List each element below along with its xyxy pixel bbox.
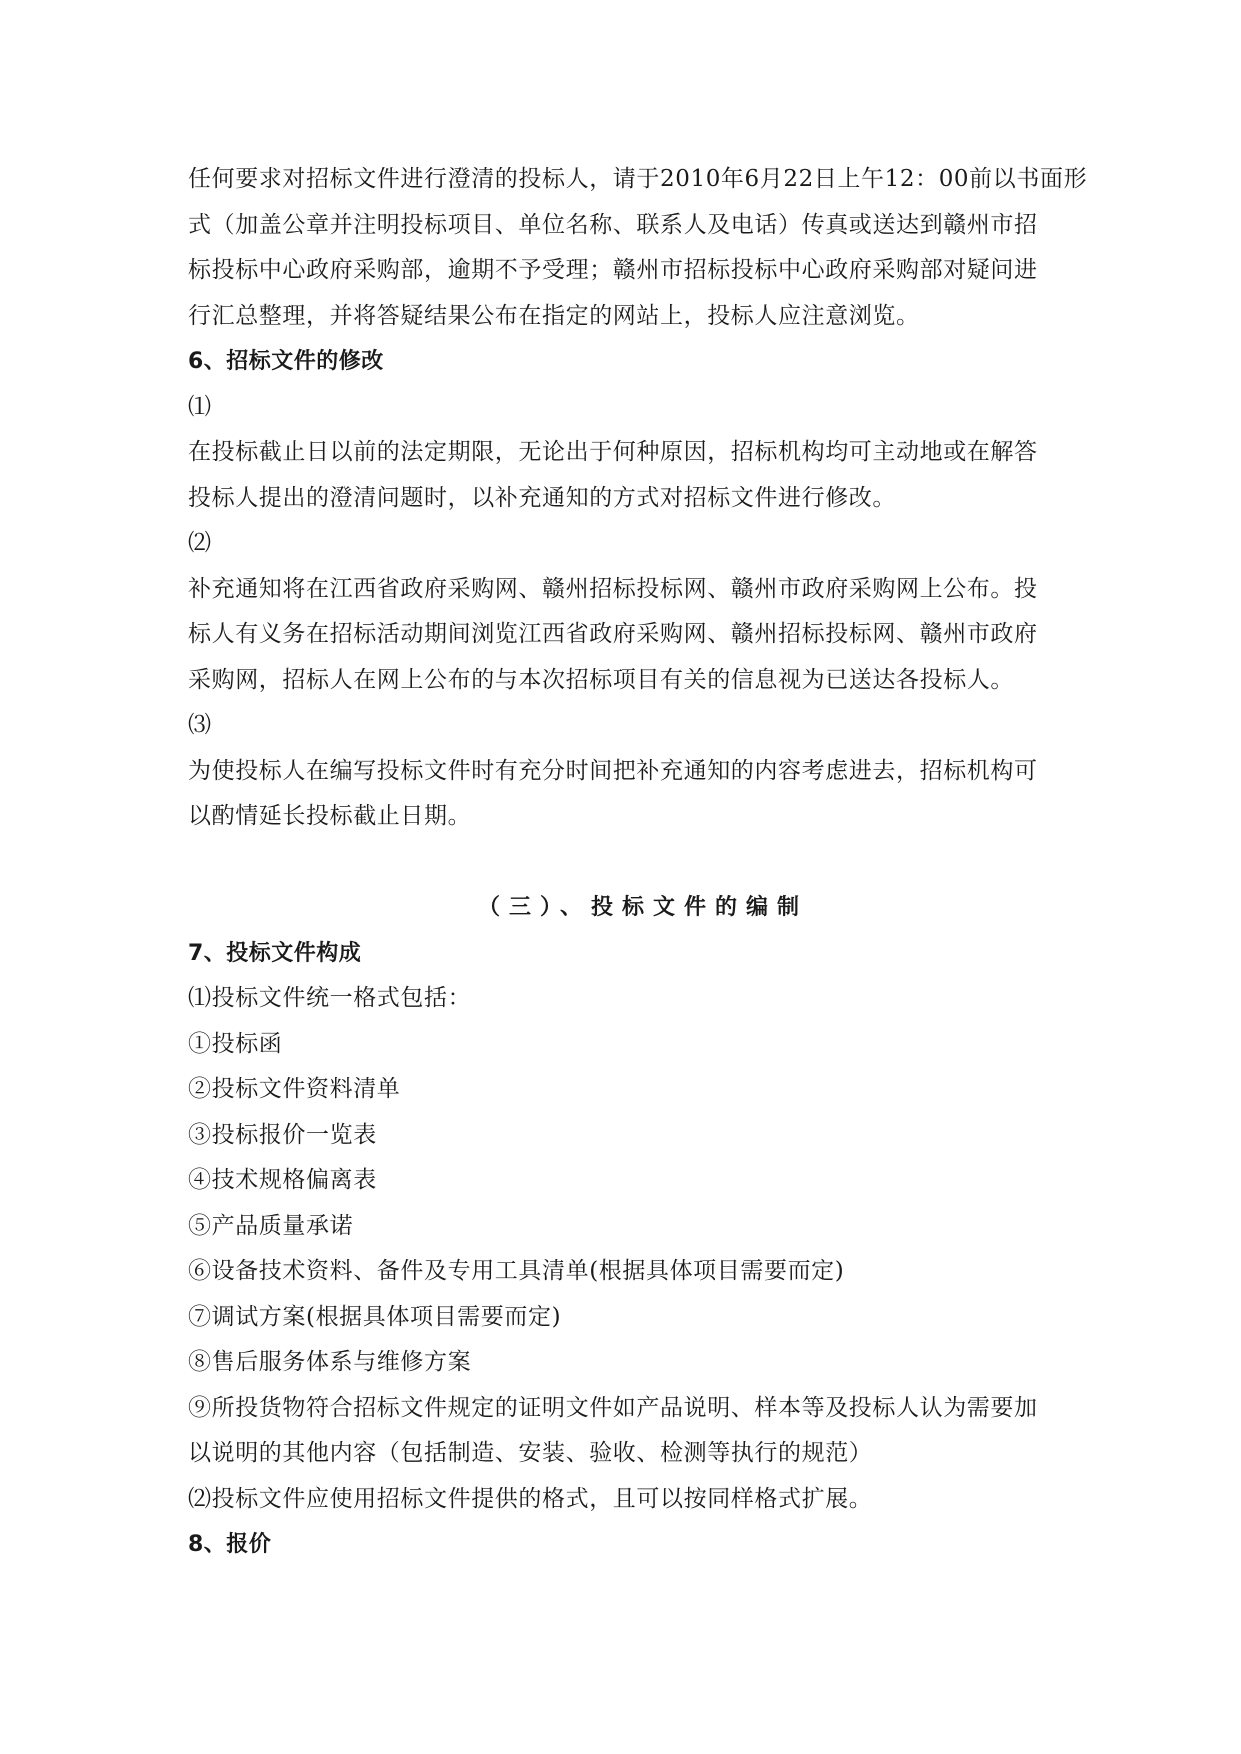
section-6-heading: 6、招标文件的修改 — [188, 349, 384, 374]
paragraph-line: 标人有义务在招标活动期间浏览江西省政府采购网、赣州招标投标网、赣州市政府 — [188, 621, 1038, 647]
paragraph-line: 任何要求对招标文件进行澄清的投标人，请于2010年6月22日上午12：00前以书面形 — [188, 166, 1088, 192]
section-7-list — [188, 1022, 1088, 1477]
section-6-item-1-paragraph — [188, 430, 1088, 521]
paragraph-line: 投标人提出的澄清问题时，以补充通知的方式对招标文件进行修改。 — [188, 484, 896, 511]
paragraph-line: 行汇总整理，并将答疑结果公布在指定的网站上，投标人应注意浏览。 — [188, 302, 920, 329]
paragraph-line: 为使投标人在编写投标文件时有充分时间把补充通知的内容考虑进去，招标机构可 — [188, 757, 1038, 784]
section-6-item-2-paragraph — [188, 567, 1088, 704]
list-item: 以说明的其他内容（包括制造、安装、验收、检测等执行的规范） — [188, 1440, 873, 1466]
clarification-paragraph — [188, 157, 1088, 339]
paragraph-line: 式（加盖公章并注明投标项目、单位名称、联系人及电话）传真或送达到赣州市招 — [188, 211, 1038, 238]
section-7-intro: ⑴投标文件统一格式包括： — [188, 985, 472, 1011]
list-item: ④技术规格偏离表 — [188, 1167, 377, 1193]
item-marker-3: ⑶ — [188, 712, 212, 738]
paragraph-line: 以酌情延长投标截止日期。 — [188, 803, 472, 829]
item-marker-2: ⑵ — [188, 530, 212, 556]
list-item: ②投标文件资料清单 — [188, 1076, 401, 1102]
item-marker-1: ⑴ — [188, 393, 212, 420]
list-item: ⑨所投货物符合招标文件规定的证明文件如产品说明、样本等及投标人认为需要加 — [188, 1394, 1038, 1421]
part-3-title: （三）、投标文件的编制 — [478, 895, 809, 920]
list-item: ⑥设备技术资料、备件及专用工具清单(根据具体项目需要而定) — [188, 1258, 845, 1284]
list-item: ③投标报价一览表 — [188, 1121, 377, 1148]
section-8-heading: 8、报价 — [188, 1532, 272, 1557]
section-7-item-2: ⑵投标文件应使用招标文件提供的格式，且可以按同样格式扩展。 — [188, 1485, 873, 1512]
paragraph-line: 标投标中心政府采购部，逾期不予受理；赣州市招标投标中心政府采购部对疑问进 — [188, 257, 1038, 283]
section-7-heading: 7、投标文件构成 — [188, 940, 362, 966]
list-item: ①投标函 — [188, 1030, 283, 1057]
paragraph-line: 补充通知将在江西省政府采购网、赣州招标投标网、赣州市政府采购网上公布。投 — [188, 575, 1038, 602]
list-item: ⑧售后服务体系与维修方案 — [188, 1349, 472, 1375]
list-item: ⑤产品质量承诺 — [188, 1212, 354, 1239]
list-item: ⑦调试方案(根据具体项目需要而定) — [188, 1303, 562, 1330]
paragraph-line: 在投标截止日以前的法定期限，无论出于何种原因，招标机构均可主动地或在解答 — [188, 439, 1038, 465]
page-content — [188, 157, 1088, 1568]
paragraph-line: 采购网，招标人在网上公布的与本次招标项目有关的信息视为已送达各投标人。 — [188, 666, 1014, 693]
blank-line — [188, 840, 1088, 886]
section-6-item-3-paragraph — [188, 749, 1088, 840]
